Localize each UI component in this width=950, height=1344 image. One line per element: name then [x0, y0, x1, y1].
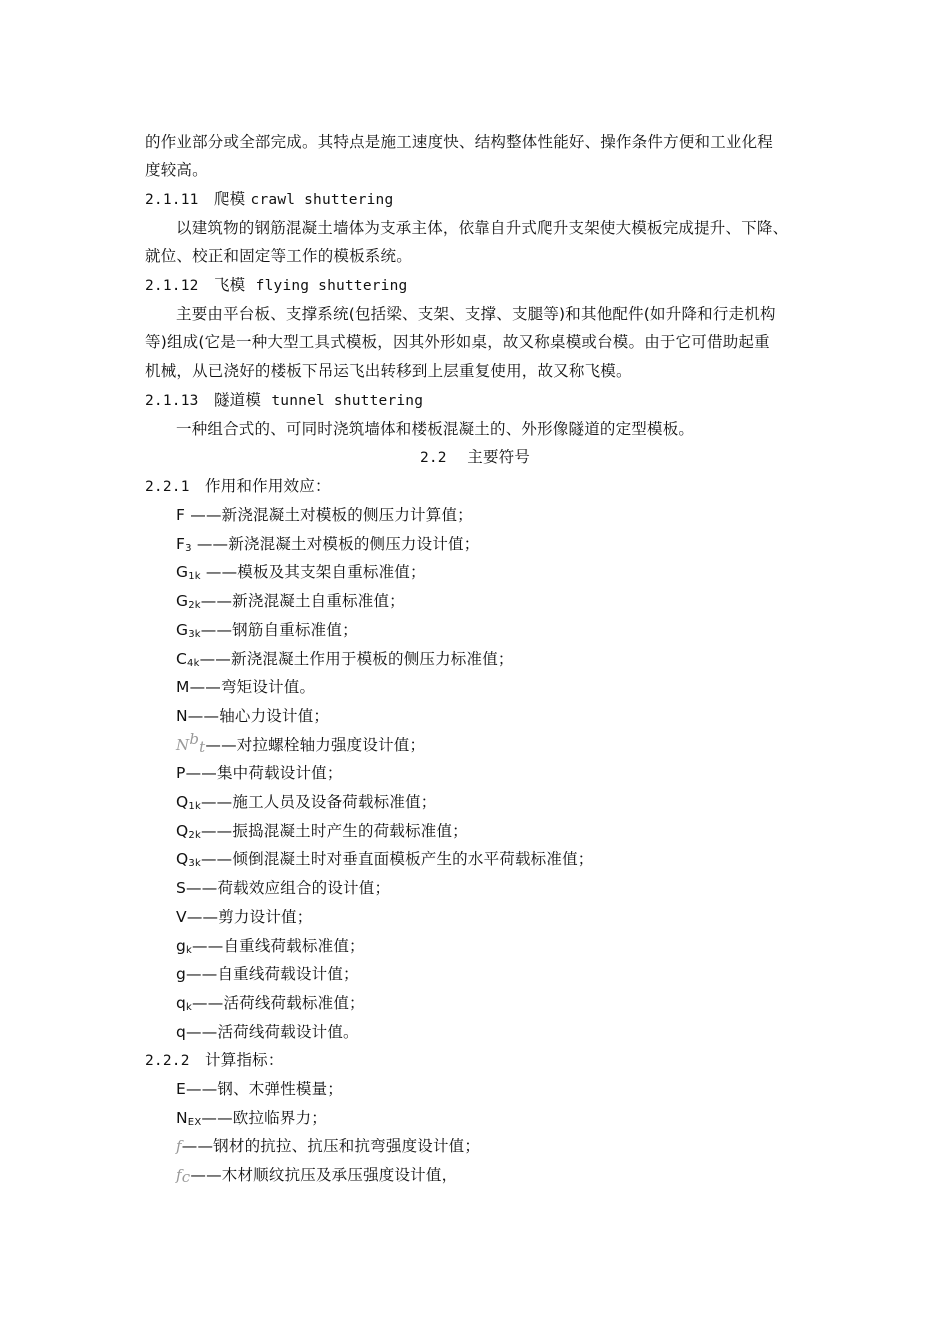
symbol-subscript: t [199, 737, 206, 756]
symbol: Q [176, 821, 189, 840]
term-number: 2.1.13 [145, 393, 199, 409]
symbol: g [176, 936, 187, 955]
symbol: P [176, 764, 186, 783]
symbol-description: ——新浇混凝土作用于模板的侧压力标准值； [199, 649, 514, 668]
symbol-description: ——自重线荷载设计值； [186, 965, 359, 984]
symbol-subscript: 3k [188, 628, 201, 640]
symbol-subscript: k [186, 944, 193, 956]
symbol-entry [176, 558, 426, 586]
symbol-entry [176, 1018, 359, 1046]
symbol-subscript: 1k [188, 801, 201, 812]
symbol-entry [176, 845, 593, 873]
symbol-description: ——轴心力设计值； [187, 706, 330, 725]
symbol-entry [176, 874, 390, 902]
symbol: Q [176, 850, 189, 869]
symbol-superscript: b [189, 729, 200, 748]
symbol-description: ——施工人员及设备荷载标准值； [200, 793, 437, 811]
subsection-heading [145, 472, 331, 500]
section-heading [0, 443, 950, 471]
symbol-description: ——新浇混凝土对模板的侧压力计算值； [185, 506, 473, 524]
symbol-description: ——活荷线荷载标准值； [192, 993, 365, 1012]
symbol: N [176, 1108, 188, 1127]
symbol-description: ——钢筋自重标准值； [200, 620, 358, 639]
symbol-entry [176, 1132, 480, 1160]
symbol-description: ——剪力设计值； [186, 907, 313, 926]
symbol-entry [176, 702, 329, 730]
symbol: N [176, 735, 190, 754]
symbol: G [176, 563, 189, 582]
symbol-subscript: c [181, 1168, 191, 1187]
term-english: crawl shuttering [250, 192, 394, 208]
symbol-entry [176, 673, 315, 701]
symbol: C [176, 649, 188, 668]
symbol: N [176, 706, 188, 725]
subsection-title: 计算指标： [205, 1051, 284, 1069]
symbol: E [176, 1080, 186, 1098]
symbol-entry [176, 1104, 327, 1132]
section-number: 2.2 [419, 450, 447, 466]
symbol-subscript: 2k [188, 829, 201, 841]
symbol-description: ——对拉螺栓轴力强度设计值； [205, 735, 426, 754]
symbol-description: ——倾倒混凝土时对垂直面模板产生的水平荷载标准值； [200, 850, 594, 869]
paragraph-line: 的作业部分或全部完成。其特点是施工速度快、结构整体性能好、操作条件方便和工业化程 [145, 133, 774, 151]
symbol-subscript: 4k [187, 657, 200, 669]
symbol: Q [176, 793, 189, 811]
symbol-description: ——欧拉临界力； [201, 1108, 327, 1127]
term-chinese: 隧道模 [213, 391, 262, 409]
subsection-number: 2.2.2 [145, 1053, 190, 1069]
symbol: q [176, 1022, 187, 1041]
symbol: S [176, 879, 187, 898]
term-english: flying shuttering [255, 278, 408, 294]
symbol-description: ——模板及其支架自重标准值； [200, 563, 426, 582]
symbol: G [176, 592, 189, 611]
symbol-entry [176, 731, 425, 759]
symbol: M [176, 678, 190, 697]
symbol-description: ——振捣混凝土时产生的荷载标准值； [200, 821, 468, 840]
symbol: V [176, 907, 187, 926]
symbol-entry [176, 817, 468, 845]
symbol-description: ——钢、木弹性模量； [186, 1080, 344, 1098]
symbol-entry [176, 960, 359, 988]
symbol-entry [176, 616, 358, 644]
symbol-subscript: 2k [188, 600, 201, 612]
term-heading [145, 271, 407, 299]
symbol-entry [176, 645, 514, 673]
paragraph-line: 度较高。 [145, 161, 208, 179]
symbol-subscript: k [186, 1001, 193, 1013]
paragraph-line: 以建筑物的钢筋混凝土墙体为支承主体，依靠自升式爬升支架使大模板完成提升、下降、 [176, 219, 789, 237]
subsection-heading [145, 1046, 284, 1074]
section-title: 主要符号 [467, 448, 531, 466]
subsection-title: 作用和作用效应： [205, 477, 331, 495]
symbol: G [176, 620, 189, 639]
symbol: F [176, 506, 186, 524]
term-number: 2.1.11 [145, 192, 199, 208]
symbol-subscript: 1k [188, 571, 201, 583]
term-heading [145, 185, 393, 213]
symbol-subscript: 3 [185, 542, 192, 554]
symbol-entry [176, 903, 312, 931]
term-chinese: 爬模 [213, 190, 246, 208]
symbol-entry [176, 989, 365, 1017]
term-heading [145, 386, 423, 414]
symbol-description: ——荷载效应组合的设计值； [186, 879, 391, 898]
paragraph-line: 机械，从已浇好的楼板下吊运飞出转移到上层重复使用，故又称飞模。 [145, 362, 632, 380]
symbol-entry [176, 932, 365, 960]
symbol-entry [176, 759, 343, 787]
symbol-subscript: EX [187, 1116, 202, 1128]
term-number: 2.1.12 [145, 278, 199, 294]
symbol-entry [176, 501, 473, 529]
symbol-description: ——木材顺纹抗压及承压强度设计值， [190, 1166, 458, 1185]
symbol-description: ——活荷线荷载设计值。 [186, 1022, 359, 1041]
subsection-number: 2.2.1 [145, 479, 190, 495]
symbol-description: ——弯矩设计值。 [189, 678, 316, 697]
symbol-description: ——新浇混凝土自重标准值； [200, 592, 405, 611]
symbol-entry [176, 788, 436, 816]
symbol-entry [176, 530, 479, 558]
symbol: f [176, 1137, 182, 1156]
symbol-description: ——新浇混凝土对模板的侧压力设计值； [191, 534, 480, 553]
paragraph-line: 主要由平台板、支撑系统(包括梁、支架、支撑、支腿等)和其他配件(如升降和行走机构 [176, 305, 776, 323]
symbol: F [176, 534, 186, 553]
term-english: tunnel shuttering [271, 393, 424, 409]
symbol-entry [176, 1161, 457, 1189]
paragraph-line: 等)组成(它是一种大型工具式模板，因其外形如桌，故又称桌模或台模。由于它可借助起重 [145, 333, 770, 351]
symbol-entry [176, 587, 405, 615]
symbol-description: ——自重线荷载标准值； [192, 936, 365, 955]
symbol: f [176, 1166, 182, 1185]
paragraph-line: 一种组合式的、可同时浇筑墙体和楼板混凝土的、外形像隧道的定型模板。 [176, 420, 695, 438]
symbol-description: ——钢材的抗拉、抗压和抗弯强度设计值； [181, 1137, 481, 1156]
symbol-subscript: 3k [188, 858, 201, 870]
symbol: g [176, 965, 187, 984]
symbol-description: ——集中荷载设计值； [185, 764, 343, 783]
paragraph-line: 就位、校正和固定等工作的模板系统。 [145, 247, 412, 265]
symbol: q [176, 993, 187, 1012]
term-chinese: 飞模 [213, 276, 246, 294]
symbol-entry [176, 1075, 343, 1103]
